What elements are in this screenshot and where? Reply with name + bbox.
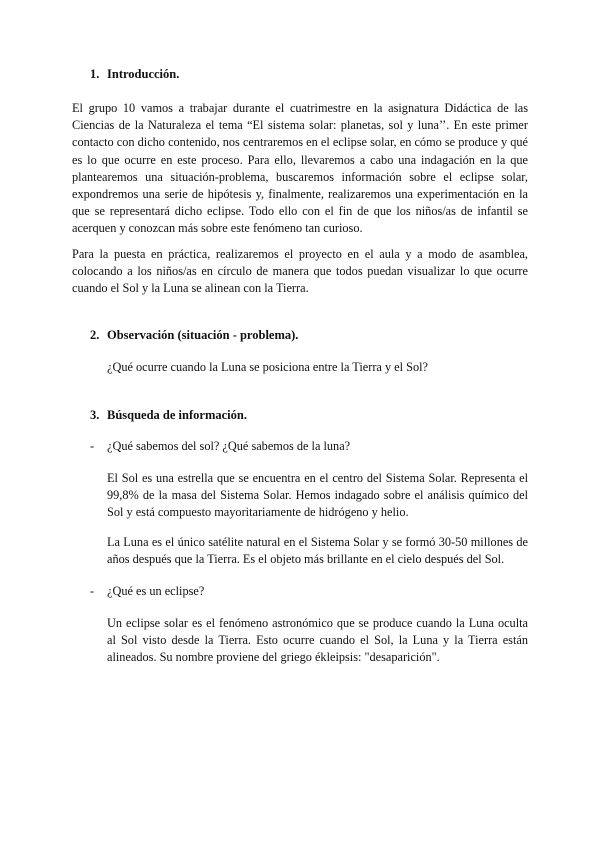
section-heading-introduction <box>90 66 179 82</box>
moon-paragraph: La Luna es el único satélite natural en el Sistema Solar y se formó 30-50 millones de años después que la Tierra. Es el objeto más brillante en el cielo después del Sol. <box>107 535 528 567</box>
list-item-question: ¿Qué sabemos del sol? ¿Qué sabemos de la luna? <box>107 439 351 453</box>
section-title: Búsqueda de información. <box>107 408 247 422</box>
section-heading-observation <box>90 327 298 343</box>
sun-paragraph: El Sol es una estrella que se encuentra en el centro del Sistema Solar. Representa el 99,8% de la masa del Sistema Solar. Hemos indagado sobre el análisis químico del Sol y está compuesto mayoritariamente de hidrógeno y helio. <box>107 471 528 520</box>
section-number: 2. <box>90 328 100 342</box>
section-heading-search <box>90 407 247 423</box>
intro-paragraph-1: El grupo 10 vamos a trabajar durante el cuatrimestre en la asignatura Didáctica de las Ciencias de la Naturaleza el tema “El sistema solar: planetas, sol y luna’’. En este primer contacto con dicho contenido, nos centraremos en el eclipse solar, en cómo se produce y qué es lo que ocurre en este proceso. Para ello, llevaremos a cabo una indagación en la que plantearemos una situación-problema, buscaremos información sobre el eclipse solar, expondremos una serie de hipótesis y, finalmente, realizaremos una experimentación en la que se representará dicho eclipse. Todo ello con el fin de que los niños/as de infantil se acerquen y conozcan más sobre este fenómeno tan curioso. <box>72 101 528 236</box>
list-item-eclipse <box>90 583 204 600</box>
observation-question: ¿Qué ocurre cuando la Luna se posiciona entre la Tierra y el Sol? <box>107 360 428 374</box>
intro-paragraph-2: Para la puesta en práctica, realizaremos el proyecto en el aula y a modo de asamblea, colocando a los niños/as en círculo de manera que todos puedan visualizar lo que ocurre cuando el Sol y la Luna se alinean con la Tierra. <box>72 247 528 296</box>
list-item-sun-moon <box>90 438 350 455</box>
bullet-dash: - <box>90 439 95 453</box>
eclipse-paragraph: Un eclipse solar es el fenómeno astronómico que se produce cuando la Luna oculta al Sol visto desde la Tierra. Esto ocurre cuando el Sol, la Luna y la Tierra están alineados. Su nombre proviene del griego ékleipsis: "desaparición". <box>107 616 528 665</box>
list-item-question: ¿Qué es un eclipse? <box>107 584 205 598</box>
section-title: Introducción. <box>107 67 180 81</box>
section-title: Observación (situación - problema). <box>107 328 299 342</box>
section-number: 1. <box>90 67 100 81</box>
section-number: 3. <box>90 408 100 422</box>
bullet-dash: - <box>90 584 95 598</box>
